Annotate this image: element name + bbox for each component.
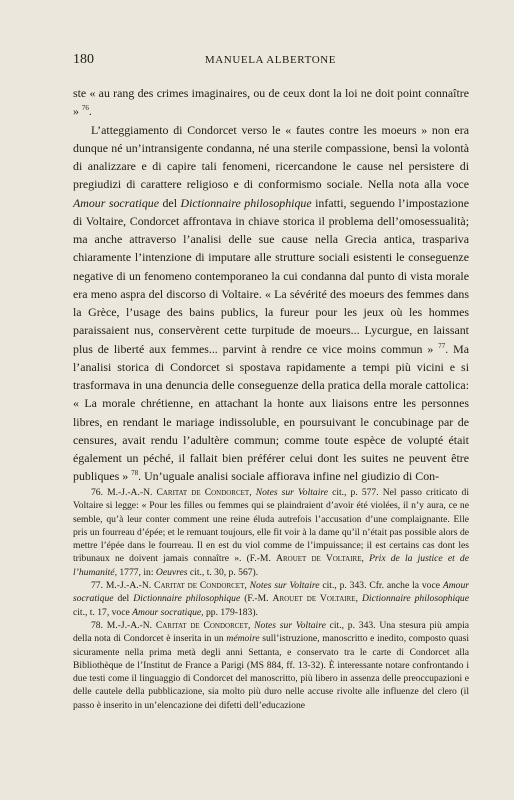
footnote-ref-77: 77: [438, 341, 446, 350]
footnote-ref-78: 78: [131, 469, 139, 478]
paragraph: L’atteggiamento di Condorcet verso le « fautes contre les moeurs » non era dunque né un’intransigente condanna, né una sterile compassione, bensì la volontà di analizzare e di capire tali fenomeni, ricercandone le cause nel persistere di pregiudizi di carattere religioso e di conformismo sociale. Nella nota alla voce Amour socratique del Dictionnaire philosophique infatti, seguendo l’impostazione di Voltaire, Condorcet affrontava in chiave storica il problema dell’omosessualità; ma anche attraverso l’analisi delle sue cause nella Grecia antica, traspariva chiaramente l’intenzione di imputare alle strutture sociali esistenti le conseguenze negative di un fenomeno contemporaneo la cui condanna dal punto di vista morale era meno aspra del discorso di Voltaire. « La sévérité des moeurs des femmes dans la Grèce, l’usage des bains publics, la fureur pour les jeux où les hommes paraissaient nus, conservèrent cette turpitude de moeurs... Lycurgue, en laissant plus de liberté aux femmes... parvint à rendre ce vice moins commun » $^{77}$. Ma l’analisi storica di Condorcet si spostava rapidamente a tempi più vicini e si trasformava in una denuncia delle conseguenze della pratica della morale cattolica: « La morale chrétienne, en attachant la honte aux liaisons entre les personnes libres, en rendant le mariage indissoluble, en poursuivant le concubinage par de censures, avait rendu l’adultère commun; comme toute espèce de volupté était également un péché, il fallait bien préférer celui dont les suites ne peuvent être publiques » $^{78}$. Un’uguale analisi sociale affiorava infine nel giudizio di Con-: [73, 122, 469, 484]
page-number: 180: [73, 52, 94, 67]
footnotes: [73, 486, 469, 712]
page-header: [73, 52, 468, 68]
running-head: MANUELA ALBERTONE: [204, 54, 337, 66]
footnote-ref-76: 76: [81, 104, 89, 113]
footnote-76: 76. M.-J.-A.-N. Caritat de Condorcet, Notes sur Voltaire cit., p. 577. Nel passo criticato di Voltaire si legge: « Pour les filles ou femmes qui se plaindraient d’avoir été violées, il n’y aura, ce ne semble, qu’à leur conter comment une reine éluda autrefois l’accusation d’une complaignante. Elle pris un fourreau d’épée; et le remuant toujours, elle fit voir à la dame qu’il n’était pas possible alors de mettre l’épée dans le fourreau. Il en est du viol comme de l’impuissance; il est certains cas dont les tribunaux ne doivent jamais connaître ». (F.-M. Arouet de Voltaire, Prix de la justice et de l’humanité, 1777, in: Oeuvres cit., t. 30, p. 567).: [73, 487, 470, 578]
paragraph-continuation: ste « au rang des crimes imaginaires, ou de ceux dont la loi ne doit point connaître » $^{76}$.: [73, 86, 469, 119]
footnote-78: 78. M.-J.-A.-N. Caritat de Condorcet, Notes sur Voltaire cit., p. 343. Una stesura più ampia della nota di Condorcet è inserita in un mémoire sull’istruzione, manoscritto e inedito, composto quasi sicuramente nella prima metà degli anni Settanta, e conservato tra le carte di Condorcet alla Bibliothèque de l’Institut de France a Parigi (MS 884, ff. 13-32). È interessante notare confrontando i due testi come il linguaggio di Condorcet del manoscritto, più libero in assenza delle preoccupazioni e delle cautele della pubblicazione, sia molto più duro nelle accuse rivolte alle influenze del clero (il passo è inserito in un’elencazione dei difetti dell’educazione: [73, 619, 469, 711]
main-text: [73, 84, 469, 486]
italic-title: Amour socratique: [73, 195, 160, 210]
italic-title: Dictionnaire philosophique: [180, 195, 312, 210]
footnote-77: 77. M.-J.-A.-N. Caritat de Condorcet, Notes sur Voltaire cit., p. 343. Cfr. anche la voce Amour socratique del Dictionnaire philosophique (F.-M. Arouet de Voltaire, Dictionnaire philosophique cit., t. 17, voce Amour socratique, pp. 179-183).: [73, 580, 469, 618]
